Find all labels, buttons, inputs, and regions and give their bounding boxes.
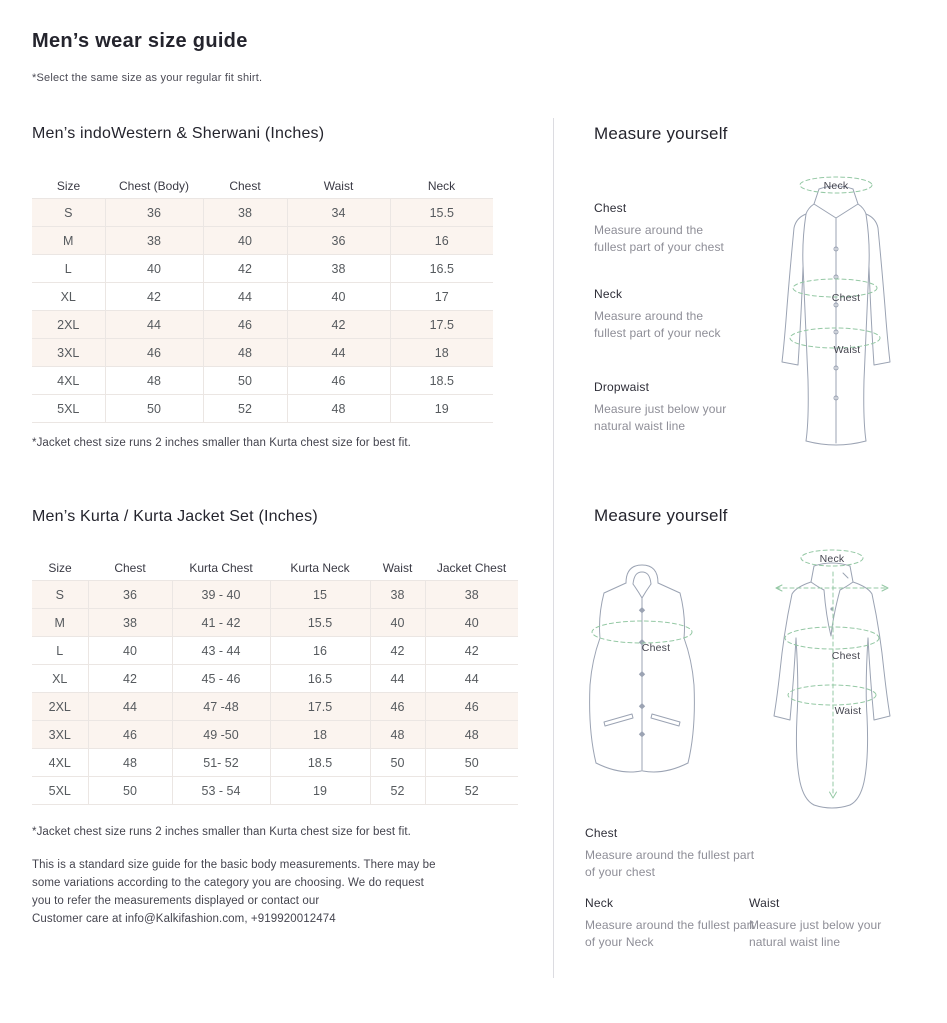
measure-item-label: Neck <box>594 287 623 301</box>
table-cell: 3XL <box>32 721 88 749</box>
table-cell: S <box>32 581 88 609</box>
table-cell: 48 <box>287 395 390 423</box>
table-cell: 44 <box>425 665 518 693</box>
table-row <box>32 367 493 395</box>
table-cell: L <box>32 637 88 665</box>
table-cell: 36 <box>287 227 390 255</box>
diagram-waist-label: Waist <box>833 344 861 356</box>
table-cell: 18 <box>270 721 370 749</box>
table-cell: 44 <box>287 339 390 367</box>
table-cell: 48 <box>203 339 287 367</box>
measure-top-heading: Measure yourself <box>594 124 728 143</box>
table-cell: 18.5 <box>270 749 370 777</box>
table-cell: 53 - 54 <box>172 777 270 805</box>
table-row <box>32 609 518 637</box>
column-header: Chest <box>114 561 146 575</box>
nehru-jacket-illustration <box>580 558 704 786</box>
measure-item-desc: Measure around the fullest part of your chest <box>585 848 755 879</box>
disclaimer-line: Customer care at info@Kalkifashion.com, +919920012474 <box>32 913 336 925</box>
table-cell: S <box>32 199 105 227</box>
indowestern-sherwani-size-table <box>32 174 493 423</box>
table-cell: 52 <box>370 777 425 805</box>
column-header: Kurta Neck <box>290 561 350 575</box>
table-cell: 18 <box>390 339 493 367</box>
table-cell: 43 - 44 <box>172 637 270 665</box>
measure-item-dropwaist <box>594 380 734 435</box>
table-cell: 40 <box>425 609 518 637</box>
disclaimer-line: you to refer the measurements displayed or contact our <box>32 895 320 907</box>
table-row <box>32 283 493 311</box>
table-row <box>32 665 518 693</box>
table-cell: 19 <box>270 777 370 805</box>
column-header: Waist <box>382 561 413 575</box>
table-row <box>32 339 493 367</box>
table-row <box>32 199 493 227</box>
table-cell: 44 <box>370 665 425 693</box>
table-cell: 42 <box>370 637 425 665</box>
table-cell: 42 <box>287 311 390 339</box>
table-cell: 50 <box>370 749 425 777</box>
table-cell: 45 - 46 <box>172 665 270 693</box>
table-cell: 17.5 <box>270 693 370 721</box>
table-cell: M <box>32 609 88 637</box>
table-cell: 38 <box>105 227 203 255</box>
table-row <box>32 227 493 255</box>
measure-item-label: Dropwaist <box>594 380 650 394</box>
section2-footnote: *Jacket chest size runs 2 inches smaller than Kurta chest size for best fit. <box>32 826 411 838</box>
table-cell: L <box>32 255 105 283</box>
table-cell: 15.5 <box>270 609 370 637</box>
table-cell: 46 <box>425 693 518 721</box>
table-row <box>32 255 493 283</box>
table-cell: 34 <box>287 199 390 227</box>
table-cell: 46 <box>370 693 425 721</box>
column-header: Jacket Chest <box>436 561 507 575</box>
table-cell: 36 <box>105 199 203 227</box>
table-cell: 41 - 42 <box>172 609 270 637</box>
table-cell: 40 <box>370 609 425 637</box>
table-cell: 16 <box>270 637 370 665</box>
table-cell: XL <box>32 665 88 693</box>
disclaimer-line: some variations according to the category you are choosing. We do request <box>32 877 424 889</box>
table-cell: 52 <box>203 395 287 423</box>
table-cell: 3XL <box>32 339 105 367</box>
table-row <box>32 721 518 749</box>
table-row <box>32 311 493 339</box>
table-row <box>32 581 518 609</box>
table-header-row <box>32 174 493 199</box>
table-cell: 46 <box>105 339 203 367</box>
table-cell: 4XL <box>32 367 105 395</box>
table-cell: 50 <box>425 749 518 777</box>
table-cell: 5XL <box>32 777 88 805</box>
page-subtitle: *Select the same size as your regular fit shirt. <box>32 72 263 84</box>
measure-item-neck <box>594 287 734 342</box>
table-cell: 38 <box>425 581 518 609</box>
table-cell: 38 <box>203 199 287 227</box>
table-row <box>32 693 518 721</box>
table-cell: 42 <box>88 665 172 693</box>
table-cell: XL <box>32 283 105 311</box>
table-cell: 4XL <box>32 749 88 777</box>
measure-item-desc: Measure around the fullest part of your Neck <box>585 918 755 949</box>
table-cell: 48 <box>105 367 203 395</box>
measure-item-label: Waist <box>749 896 780 910</box>
disclaimer-line: This is a standard size guide for the basic body measurements. There may be <box>32 859 436 871</box>
table-cell: M <box>32 227 105 255</box>
measure-item-label: Chest <box>594 201 627 215</box>
table-cell: 50 <box>105 395 203 423</box>
measure-bottom-item-neck <box>585 896 757 951</box>
table-cell: 17 <box>390 283 493 311</box>
table-cell: 2XL <box>32 693 88 721</box>
table-cell: 42 <box>105 283 203 311</box>
measure-bottom-item-waist <box>749 896 921 951</box>
table-cell: 47 -48 <box>172 693 270 721</box>
diagram-kurta-waist-label: Waist <box>834 705 862 717</box>
diagram-kurta-neck-label: Neck <box>819 553 845 565</box>
diagram-chest-label: Chest <box>831 292 861 304</box>
diagram-kurta-chest-label: Chest <box>831 650 861 662</box>
table-cell: 44 <box>203 283 287 311</box>
table-cell: 38 <box>88 609 172 637</box>
diagram-neck-label: Neck <box>823 180 849 192</box>
diagram-vest-chest-label: Chest <box>641 642 671 654</box>
table-cell: 48 <box>88 749 172 777</box>
measure-item-desc: Measure just below your natural waist line <box>749 918 882 949</box>
table-cell: 40 <box>287 283 390 311</box>
column-header: Chest (Body) <box>118 179 190 193</box>
measure-bottom-heading: Measure yourself <box>594 506 728 525</box>
kurta-jacket-size-table <box>32 556 518 805</box>
table-cell: 16 <box>390 227 493 255</box>
table-row <box>32 777 518 805</box>
measure-item-desc: Measure around the fullest part of your chest <box>594 223 724 254</box>
table-cell: 42 <box>425 637 518 665</box>
table-cell: 46 <box>203 311 287 339</box>
column-header: Neck <box>427 179 456 193</box>
kurta-illustration <box>746 546 914 818</box>
table-cell: 48 <box>425 721 518 749</box>
table-cell: 5XL <box>32 395 105 423</box>
measure-item-desc: Measure just below your natural waist line <box>594 402 727 433</box>
disclaimer-paragraph <box>32 856 502 928</box>
section2-heading: Men’s Kurta / Kurta Jacket Set (Inches) <box>32 508 318 525</box>
table-row <box>32 749 518 777</box>
table-cell: 36 <box>88 581 172 609</box>
column-header: Size <box>56 179 81 193</box>
table-cell: 42 <box>203 255 287 283</box>
measure-bottom-item-chest <box>585 826 757 881</box>
table-cell: 52 <box>425 777 518 805</box>
table-cell: 19 <box>390 395 493 423</box>
table-row <box>32 395 493 423</box>
column-header: Chest <box>229 179 261 193</box>
table-cell: 46 <box>88 721 172 749</box>
sherwani-illustration <box>750 170 910 454</box>
table-cell: 44 <box>105 311 203 339</box>
table-cell: 2XL <box>32 311 105 339</box>
table-cell: 38 <box>287 255 390 283</box>
section1-footnote: *Jacket chest size runs 2 inches smaller than Kurta chest size for best fit. <box>32 437 411 449</box>
table-cell: 46 <box>287 367 390 395</box>
table-cell: 50 <box>88 777 172 805</box>
table-row <box>32 637 518 665</box>
measure-item-desc: Measure around the fullest part of your neck <box>594 309 721 340</box>
vertical-divider <box>553 118 554 978</box>
table-cell: 17.5 <box>390 311 493 339</box>
section1-heading: Men’s indoWestern & Sherwani (Inches) <box>32 125 325 142</box>
measure-item-label: Chest <box>585 826 618 840</box>
table-cell: 49 -50 <box>172 721 270 749</box>
table-cell: 51- 52 <box>172 749 270 777</box>
table-cell: 18.5 <box>390 367 493 395</box>
table-cell: 16.5 <box>270 665 370 693</box>
measure-item-chest <box>594 201 734 256</box>
table-cell: 48 <box>370 721 425 749</box>
table-cell: 40 <box>88 637 172 665</box>
table-cell: 40 <box>105 255 203 283</box>
column-header: Kurta Chest <box>189 561 253 575</box>
page-title: Men’s wear size guide <box>32 30 248 52</box>
table-cell: 50 <box>203 367 287 395</box>
table-header-row <box>32 556 518 581</box>
column-header: Waist <box>323 179 354 193</box>
table-cell: 44 <box>88 693 172 721</box>
table-cell: 40 <box>203 227 287 255</box>
table-cell: 38 <box>370 581 425 609</box>
measure-item-label: Neck <box>585 896 614 910</box>
table-cell: 16.5 <box>390 255 493 283</box>
table-cell: 15.5 <box>390 199 493 227</box>
table-cell: 39 - 40 <box>172 581 270 609</box>
table-cell: 15 <box>270 581 370 609</box>
column-header: Size <box>48 561 72 575</box>
